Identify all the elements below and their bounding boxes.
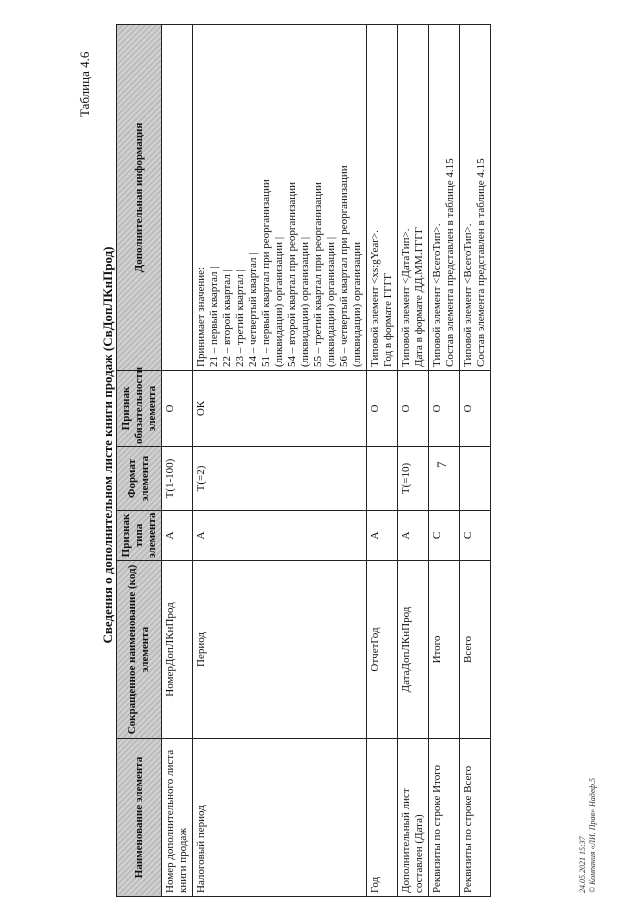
cell-code: Всего: [460, 561, 491, 739]
cell-format: [429, 447, 460, 511]
cell-code: НомерДопЛКнПрод: [162, 561, 193, 739]
cell-required: ОК: [193, 371, 367, 447]
table-row: [367, 25, 398, 897]
footnote-date: 24.05.2021 15:37: [578, 836, 587, 893]
cell-name: Номер дополнительного листа книги продаж: [162, 739, 193, 897]
info-line: 56 – четвертый квартал при реорганизации: [338, 165, 350, 367]
header-type: Признак типа элемента: [117, 511, 162, 561]
cell-required: О: [367, 371, 398, 447]
cell-type: С: [429, 511, 460, 561]
table-label: Таблица 4.6: [77, 51, 92, 117]
cell-name: Реквизиты по строке Итого: [429, 739, 460, 897]
header-required: Признак обязательности элемента: [117, 371, 162, 447]
header-info: Дополнительная информация: [117, 25, 162, 371]
info-line: (ликвидации) организации |: [325, 236, 337, 367]
cell-required: О: [162, 371, 193, 447]
info-line: 54 – второй квартал при реорганизации: [286, 182, 298, 367]
info-line: 23 – третий квартал |: [234, 269, 246, 367]
table-row: [162, 25, 193, 897]
header-format: Формат элемента: [117, 447, 162, 511]
cell-info: [367, 25, 398, 371]
info-line: Типовой элемент <ВсегоТип>.: [431, 223, 443, 367]
info-line: (ликвидации) организации: [351, 241, 363, 367]
cell-name: Дополнительный лист составлен (Дата): [398, 739, 429, 897]
cell-info: [429, 25, 460, 371]
info-line: Типовой элемент <ДатаТип>.: [400, 228, 412, 367]
cell-code: ОтчетГод: [367, 561, 398, 739]
cell-format: T(=10): [398, 447, 429, 511]
table-title: Сведения о дополнительном листе книги продаж (СвДопЛКнПрод): [100, 246, 115, 644]
cell-required: О: [460, 371, 491, 447]
cell-required: О: [429, 371, 460, 447]
cell-type: А: [367, 511, 398, 561]
cell-name: Год: [367, 739, 398, 897]
table-row: [193, 25, 367, 897]
cell-info: [193, 25, 367, 371]
page-number: 7: [434, 461, 449, 468]
cell-name: Налоговый период: [193, 739, 367, 897]
cell-type: А: [193, 511, 367, 561]
table-row: [460, 25, 491, 897]
cell-info: [398, 25, 429, 371]
footnote-copyright: © Компания «ЛИ. Прав» Надеф.5: [588, 778, 597, 893]
cell-type: А: [398, 511, 429, 561]
cell-info: [162, 25, 193, 371]
cell-type: А: [162, 511, 193, 561]
cell-format: T(=2): [193, 447, 367, 511]
cell-code: ДатаДопЛКнПрод: [398, 561, 429, 739]
cell-code: Итого: [429, 561, 460, 739]
cell-name: Реквизиты по строке Всего: [460, 739, 491, 897]
info-line: 21 – первый квартал |: [208, 266, 220, 367]
info-line: 22 – второй квартал |: [221, 269, 233, 367]
elements-table: [116, 24, 491, 897]
cell-type: С: [460, 511, 491, 561]
header-name: Наименование элемента: [117, 739, 162, 897]
table-header-row: [117, 25, 162, 897]
cell-format: [460, 447, 491, 511]
info-line: Принимает значение:: [195, 266, 207, 367]
cell-info: [460, 25, 491, 371]
cell-code: Период: [193, 561, 367, 739]
cell-format: T(1-100): [162, 447, 193, 511]
header-code: Сокращенное наименование (код) элемента: [117, 561, 162, 739]
info-line: 51 – первый квартал при реорганизации: [260, 179, 272, 367]
info-line: Типовой элемент <xs:gYear>.: [369, 230, 381, 367]
table-row: [429, 25, 460, 897]
info-line: Состав элемента представлен в таблице 4.15: [475, 158, 487, 367]
info-line: Дата в формате ДД.ММ.ГГГГ: [413, 226, 425, 367]
info-line: Типовой элемент <ВсегоТип>.: [462, 223, 474, 367]
info-line: 24 – четвертый квартал |: [247, 252, 259, 367]
footnote: [578, 778, 598, 893]
cell-required: О: [398, 371, 429, 447]
info-line: Состав элемента представлен в таблице 4.15: [444, 158, 456, 367]
info-line: (ликвидации) организации |: [299, 236, 311, 367]
cell-format: [367, 447, 398, 511]
info-line: 55 – третий квартал при реорганизации: [312, 182, 324, 367]
table-row: [398, 25, 429, 897]
info-line: Год в формате ГГГГ: [382, 272, 394, 367]
info-line: (ликвидации) организации |: [273, 236, 285, 367]
